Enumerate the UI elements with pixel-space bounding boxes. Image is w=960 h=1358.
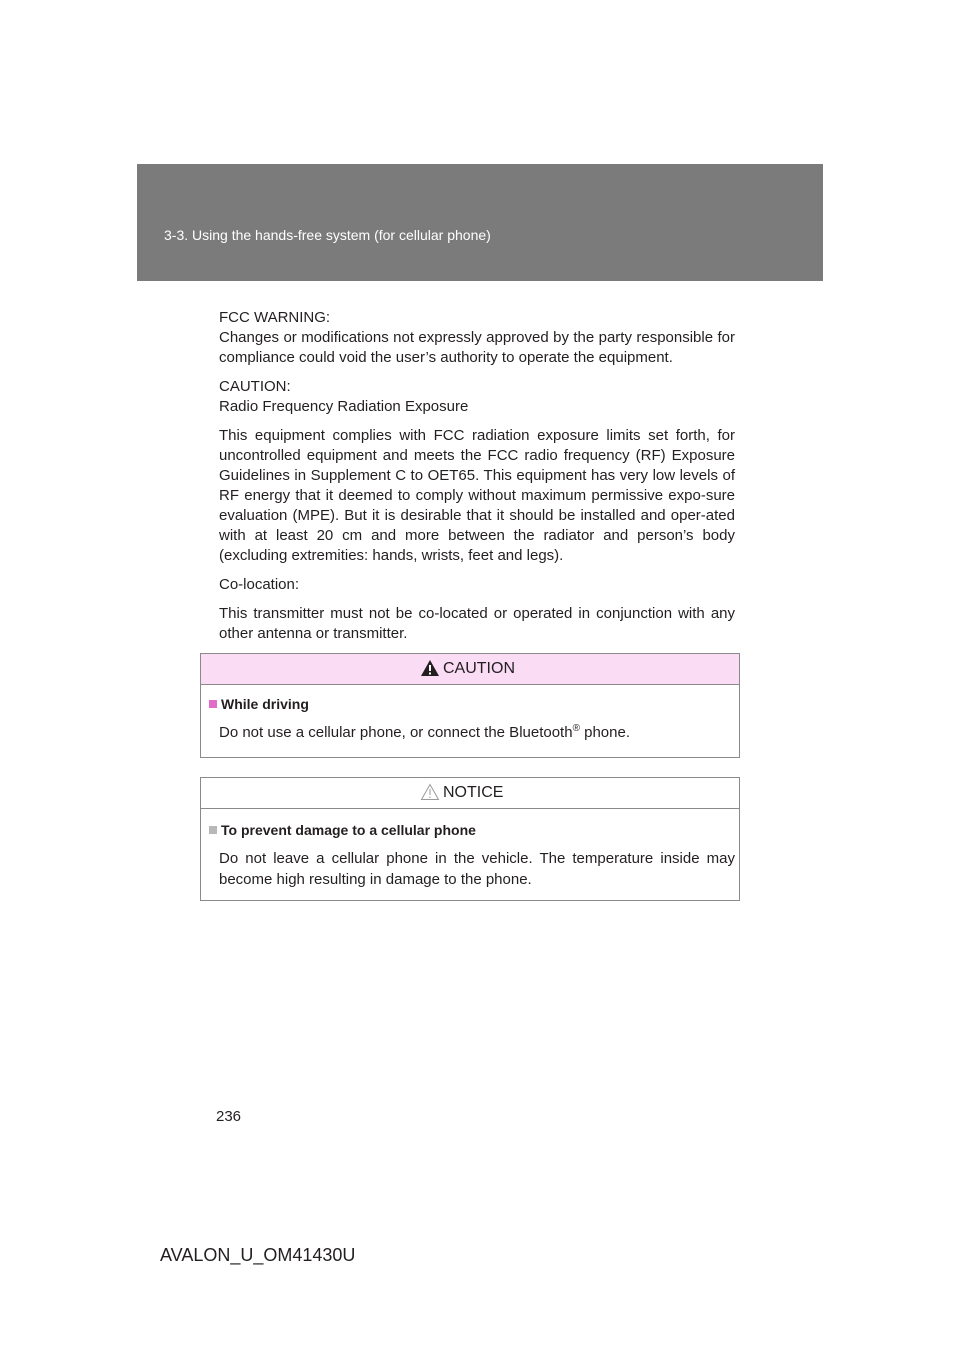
notice-subheading-text: To prevent damage to a cellular phone [221,822,476,838]
fcc-caution-title: CAUTION: [219,378,291,395]
fcc-caution-text: This equipment complies with FCC radiation exposure limits set forth, for uncontrolled equipment and meets the FCC radio frequency (RF) Exposure Guidelines in Supplement C to OET65. This equipment has very low levels of RF energy that it deemed to comply without maximum permissive expo-sure evaluation (MPE). But it is desirable that it should be installed and oper-ated with at least 20 cm and more between the radiator and person’s body (excluding extremities: hands, wrists, feet and legs). [219,427,735,564]
registered-mark: ® [572,723,580,734]
square-bullet-icon [209,700,217,708]
fcc-warning-text: Changes or modifications not expressly approved by the party responsible for compliance could void the user’s authority to operate the equipment. [219,329,735,366]
section-header-bar [137,164,823,281]
notice-box-title: NOTICE [443,784,504,801]
caution-subheading [209,696,309,712]
caution-text [219,722,735,743]
notice-box-header [201,778,739,809]
document-code: AVALON_U_OM41430U [160,1245,356,1265]
fcc-statement [219,308,735,653]
square-bullet-icon [209,826,217,834]
colocation-text: This transmitter must not be co-located or operated in conjunction with any other antenna or transmitter. [219,605,735,642]
colocation-title: Co-location: [219,576,300,593]
caution-box [200,653,740,758]
caution-box-title: CAUTION [443,660,515,677]
fcc-caution-subtitle: Radio Frequency Radiation Exposure [219,398,469,415]
fcc-warning-title: FCC WARNING: [219,309,331,326]
notice-subheading [209,822,476,838]
warning-outline-icon [420,783,440,801]
notice-box [200,777,740,901]
notice-text: Do not leave a cellular phone in the vehicle. The temperature inside may become high resulting in damage to the phone. [219,850,735,888]
section-title: 3-3. Using the hands-free system (for cellular phone) [164,227,491,243]
caution-text-end: phone. [579,724,630,741]
warning-filled-icon [420,659,440,677]
caution-box-header [201,654,739,685]
caution-text-main: Do not use a cellular phone, or connect the Bluetooth [219,724,573,741]
page-number: 236 [216,1108,242,1125]
caution-subheading-text: While driving [221,696,309,712]
